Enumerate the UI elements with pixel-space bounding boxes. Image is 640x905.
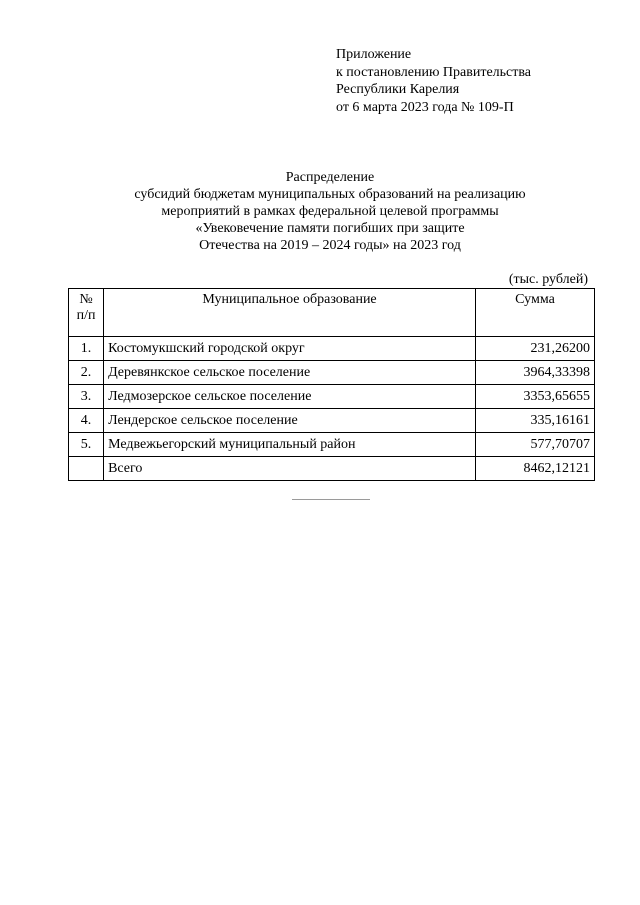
header-sum: Сумма: [475, 289, 594, 337]
header-number-symbol: №: [79, 292, 93, 307]
table-header-row: [69, 289, 595, 337]
header-number-abbr: п/п: [76, 308, 96, 323]
row-number: 1.: [69, 337, 104, 361]
row-sum: 577,70707: [475, 433, 594, 457]
row-sum: 3964,33398: [475, 361, 594, 385]
title-line: мероприятий в рамках федеральной целевой программы: [161, 204, 499, 219]
row-number: 2.: [69, 361, 104, 385]
header-number: [69, 289, 104, 337]
row-municipality: Костомукшский городской округ: [104, 337, 476, 361]
row-number: 3.: [69, 385, 104, 409]
table-total-row: [69, 457, 595, 481]
title-line: Отечества на 2019 – 2024 годы» на 2023 год: [199, 238, 461, 253]
title-line: субсидий бюджетам муниципальных образований на реализацию: [134, 187, 526, 202]
row-number: 5.: [69, 433, 104, 457]
row-municipality: Деревянкское сельское поселение: [104, 361, 476, 385]
appendix-block: [336, 46, 531, 116]
total-sum: 8462,12121: [475, 457, 594, 481]
table-row: [69, 433, 595, 457]
table-row: [69, 385, 595, 409]
units-label: (тыс. рублей): [508, 272, 588, 287]
table-row: [69, 409, 595, 433]
appendix-line: Республики Карелия: [336, 82, 460, 97]
row-municipality: Ледмозерское сельское поселение: [104, 385, 476, 409]
total-label: Всего: [104, 457, 476, 481]
distribution-table: [68, 288, 595, 481]
appendix-line: от 6 марта 2023 года № 109-П: [336, 99, 514, 115]
table-row: [69, 337, 595, 361]
row-sum: 231,26200: [475, 337, 594, 361]
appendix-line: к постановлению Правительства: [336, 64, 532, 80]
closing-divider: [292, 499, 370, 500]
row-number: 4.: [69, 409, 104, 433]
title-line: Распределение: [285, 170, 375, 185]
document-title: [40, 169, 620, 254]
total-number: [69, 457, 104, 481]
row-sum: 3353,65655: [475, 385, 594, 409]
row-municipality: Медвежьегорский муниципальный район: [104, 433, 476, 457]
title-line: «Увековечение памяти погибших при защите: [195, 221, 465, 236]
row-municipality: Лендерское сельское поселение: [104, 409, 476, 433]
table-row: [69, 361, 595, 385]
row-sum: 335,16161: [475, 409, 594, 433]
header-municipality: Муниципальное образование: [104, 289, 476, 337]
appendix-line: Приложение: [336, 47, 412, 62]
